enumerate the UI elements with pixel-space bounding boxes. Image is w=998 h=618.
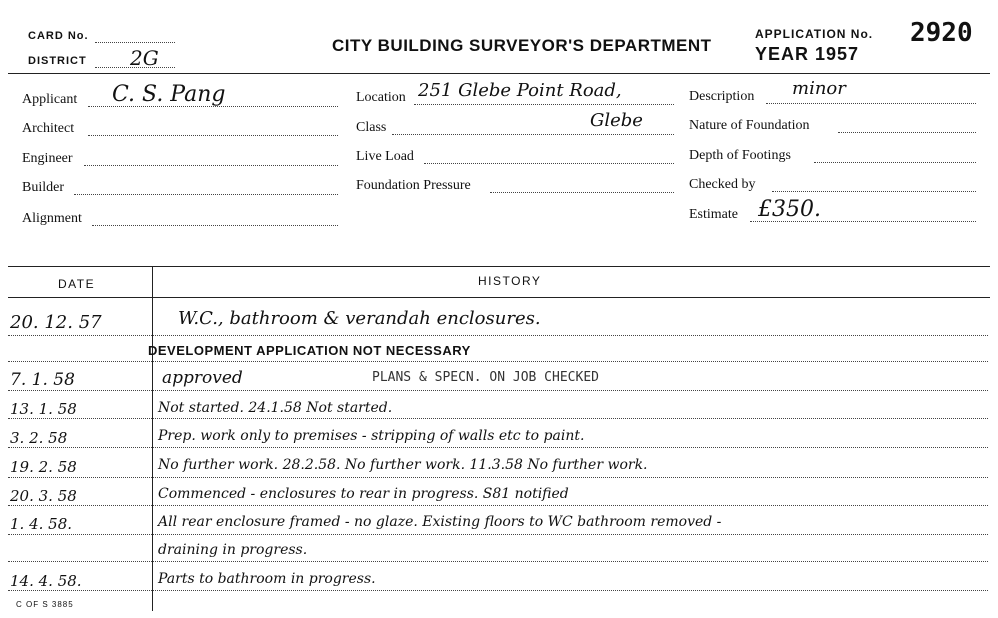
row-entry: No further work. 28.2.58. No further work. 11.3.58 No further work. — [158, 457, 648, 473]
application-number: 2920 — [910, 18, 973, 48]
table-header-divider — [8, 297, 990, 298]
row-line — [8, 505, 988, 506]
live-load-label: Live Load — [356, 149, 414, 164]
row-entry: approved — [162, 368, 243, 388]
location-value-1: 251 Glebe Point Road, — [418, 80, 622, 101]
form-code: C OF S 3885 — [16, 600, 74, 609]
row-date: 13. 1. 58 — [10, 400, 77, 418]
row-line — [8, 590, 988, 591]
row-line — [8, 361, 988, 362]
class-label: Class — [356, 120, 387, 135]
row-line — [8, 335, 988, 336]
row-entry: Parts to bathroom in progress. — [158, 571, 376, 587]
depth-of-footings-label: Depth of Footings — [689, 148, 791, 163]
live-load-line — [424, 163, 674, 164]
location-label: Location — [356, 90, 406, 105]
row-entry: draining in progress. — [158, 542, 308, 558]
foundation-pressure-line — [490, 192, 674, 193]
location-line — [414, 104, 674, 105]
row-entry: Prep. work only to premises - stripping of walls etc to paint. — [158, 428, 585, 444]
alignment-line — [92, 225, 338, 226]
row-date: 3. 2. 58 — [10, 429, 68, 447]
architect-line — [88, 135, 338, 136]
row-line — [8, 534, 988, 535]
application-label: APPLICATION No. — [755, 27, 874, 41]
year-label: YEAR 1957 — [755, 44, 860, 64]
row-stamp: DEVELOPMENT APPLICATION NOT NECESSARY — [148, 343, 471, 358]
builder-line — [74, 194, 338, 195]
row-date: 19. 2. 58 — [10, 458, 77, 476]
depth-of-footings-line — [814, 162, 976, 163]
nature-of-foundation-label: Nature of Foundation — [689, 118, 810, 133]
description-label: Description — [689, 89, 755, 104]
applicant-value: C. S. Pang — [112, 82, 226, 107]
row-stamp: PLANS & SPECN. ON JOB CHECKED — [372, 370, 599, 385]
district-label: DISTRICT — [28, 55, 87, 67]
department-title: CITY BUILDING SURVEYOR'S DEPARTMENT — [332, 36, 712, 55]
description-value: minor — [792, 78, 846, 99]
header-divider — [8, 73, 990, 74]
row-entry: Commenced - enclosures to rear in progress. S81 notified — [158, 486, 569, 502]
history-column-header: HISTORY — [478, 274, 542, 288]
table-top-divider — [8, 266, 990, 267]
architect-label: Architect — [22, 121, 75, 136]
checked-by-line — [772, 191, 976, 192]
district-value: 2G — [130, 46, 159, 70]
description-line — [766, 103, 976, 104]
estimate-value: £350. — [758, 197, 821, 222]
row-date: 20. 12. 57 — [10, 312, 102, 333]
card-no-label: CARD No. — [28, 30, 89, 42]
checked-by-label: Checked by — [689, 177, 756, 192]
estimate-label: Estimate — [689, 207, 738, 222]
estimate-line — [750, 221, 976, 222]
builder-label: Builder — [22, 180, 64, 195]
row-entry: All rear enclosure framed - no glaze. Existing floors to WC bathroom removed - — [158, 514, 722, 530]
row-line — [8, 390, 988, 391]
table-column-divider — [152, 266, 153, 611]
row-date: 1. 4. 58. — [10, 515, 73, 533]
applicant-label: Applicant — [22, 92, 78, 107]
row-entry: W.C., bathroom & verandah enclosures. — [178, 308, 541, 329]
row-line — [8, 418, 988, 419]
row-date: 7. 1. 58 — [10, 370, 75, 390]
row-line — [8, 477, 988, 478]
nature-of-foundation-line — [838, 132, 976, 133]
class-line — [392, 134, 674, 135]
row-entry: Not started. 24.1.58 Not started. — [158, 400, 393, 416]
foundation-pressure-label: Foundation Pressure — [356, 178, 471, 193]
row-date: 14. 4. 58. — [10, 572, 82, 590]
alignment-label: Alignment — [22, 211, 82, 226]
engineer-label: Engineer — [22, 151, 73, 166]
engineer-line — [84, 165, 338, 166]
row-line — [8, 561, 988, 562]
location-value-2: Glebe — [590, 110, 643, 131]
row-date: 20. 3. 58 — [10, 487, 77, 505]
card-no-line — [95, 42, 175, 43]
row-line — [8, 447, 988, 448]
date-column-header: DATE — [58, 277, 96, 291]
